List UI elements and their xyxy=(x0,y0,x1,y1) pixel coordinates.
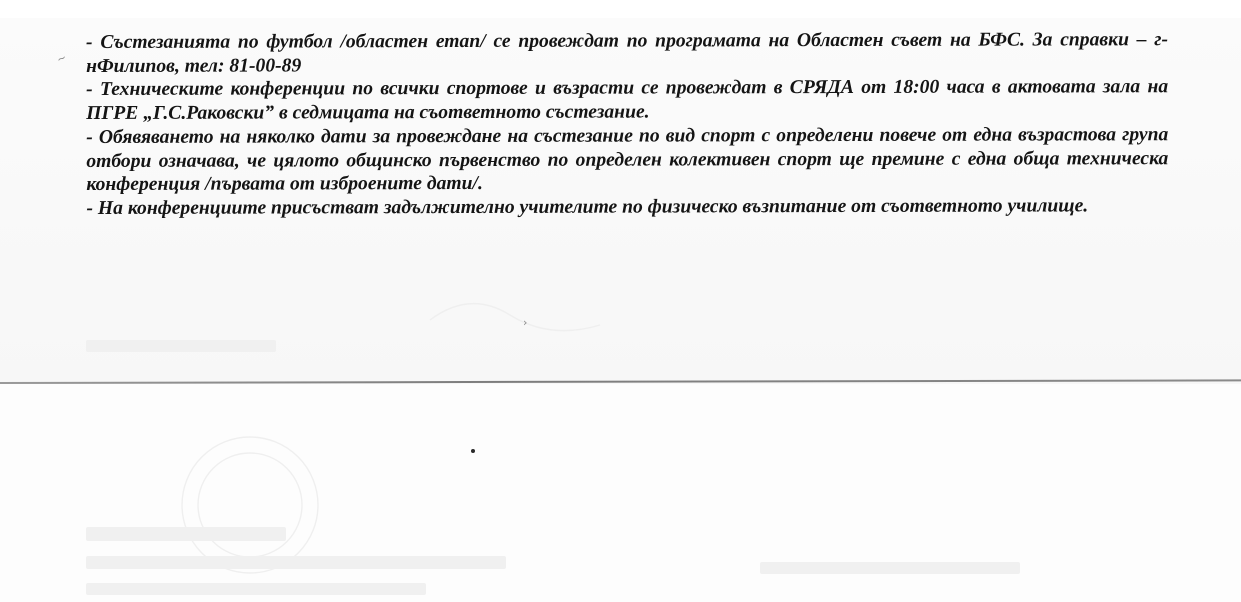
scanner-background xyxy=(0,384,1241,602)
paragraph-multiple-dates: - Обявяването на няколко дати за провеждане на състезание по вид спорт с определени повече от една възрастова група отбори означава, че цялото общинско първенство по определен колективен спорт ще премине с една обща техническа конференция /първата от изброените дати/. xyxy=(86,123,1169,196)
stray-pen-mark: › xyxy=(523,316,528,329)
ink-dot xyxy=(471,449,475,453)
paragraph-football: - Състезанията по футбол /областен етап/ се провеждат по програмата на Областен съвет на БФС. За справки – г-нФилипов, тел: 81-00-89 xyxy=(86,29,1169,77)
margin-scribble-mark: ~ xyxy=(54,50,69,67)
paragraph-technical-conferences: - Техническите конференции по всички спортове и възрасти се провеждат в СРЯДА от 18:00 часа в актовата зала на ПГРЕ „Г.С.Раковски” в седмицата на съответното състезание. xyxy=(86,76,1169,125)
paragraph-attendance: - На конференциите присъстват задължително учителите по физическо възпитание от съответното училище. xyxy=(86,195,1089,219)
notes-text-block xyxy=(86,28,1168,220)
